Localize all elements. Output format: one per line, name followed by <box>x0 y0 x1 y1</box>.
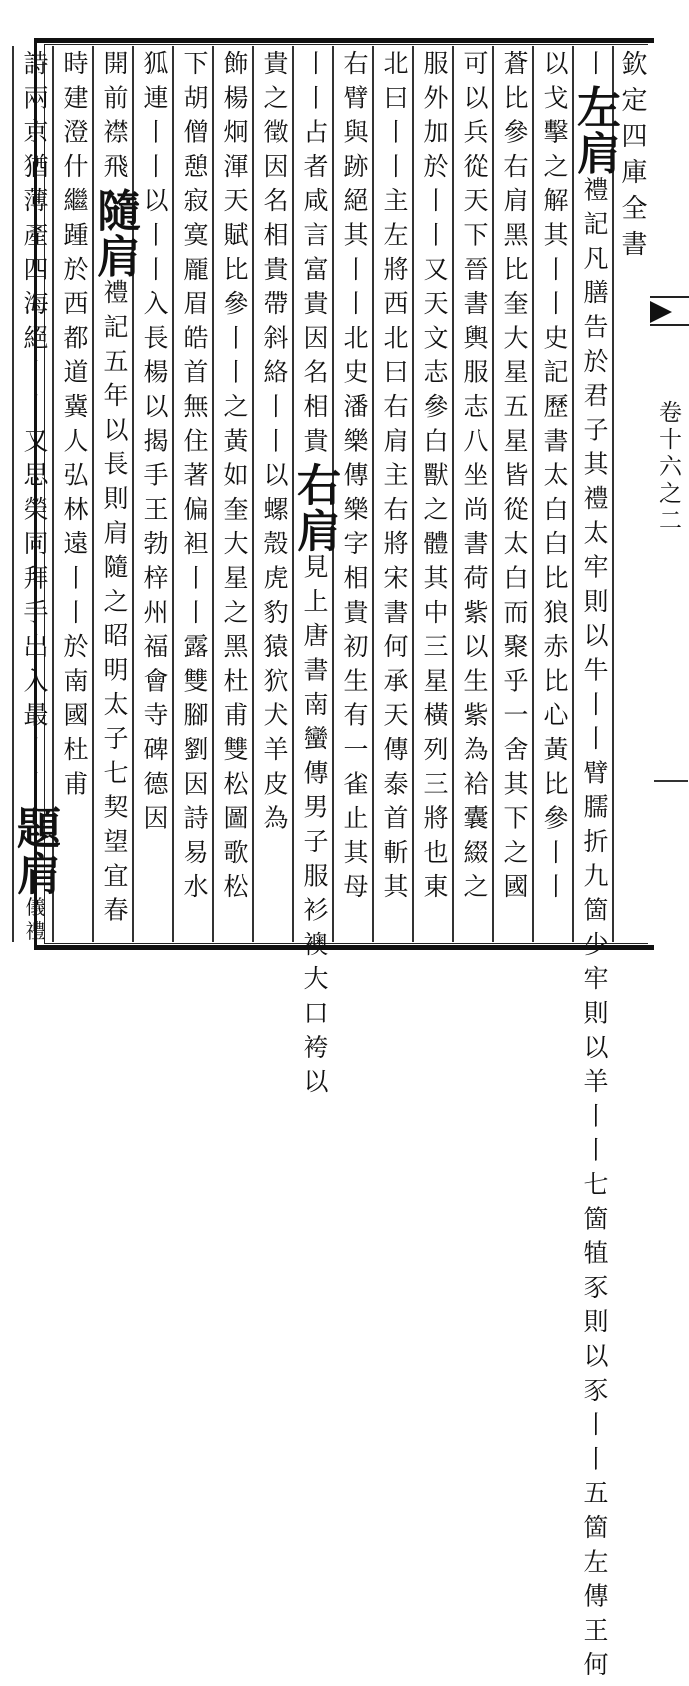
text-column <box>9 50 60 945</box>
column-text: 以丨丨入長楊以揭手王勃梓州福會寺碑德因 <box>140 187 169 839</box>
entry-heading: 右肩 <box>289 461 340 554</box>
column-text: 開前襟飛 <box>100 50 129 188</box>
column-text: 詩兩京猶薄產四海絕丨丨又思榮同拜手出入最丨丨 <box>20 50 49 805</box>
column-text: 蒼比參右肩黑比奎大星五星皆從太白而聚乎一舍其下之國 <box>500 50 529 908</box>
fishtail-mark-icon <box>650 296 689 326</box>
column-text: 以戈擊之解其丨丨史記歷書太白白比狼赤比心黃比參丨丨 <box>540 50 569 908</box>
column-text: 禮記五年以長則肩隨之昭明太子七契望宜春 <box>100 279 129 931</box>
text-column <box>334 50 374 935</box>
entry-heading: 題肩 <box>9 804 60 897</box>
column-text: 丨丨占者咸言富貴因名相貴 <box>300 50 329 462</box>
text-column <box>569 50 620 1686</box>
column-text: 見上唐書南蠻傳男子服衫襖大口袴以 <box>300 553 329 1103</box>
volume-label: 卷十六之二 <box>655 400 681 535</box>
column-text: 右臂與跡絕其丨丨北史潘樂傳樂字相貴初生有一雀止其母 <box>340 50 369 908</box>
column-text: 可以兵從天下晉書輿服志八坐尚書荷紫以生紫為袷囊綴之 <box>460 50 489 908</box>
text-column <box>134 50 174 935</box>
text-column <box>534 50 574 935</box>
text-column <box>174 50 214 935</box>
running-title: 欽定四庫全書 <box>617 50 647 266</box>
column-text: 飾楊炯渾天賦比參丨丨之黃如奎大星之黑杜甫雙松圖歌松 <box>220 50 249 908</box>
text-column <box>289 50 340 1103</box>
column-text: 北曰丨丨主左將西北曰右肩主右將宋書何承天傳泰首斬其 <box>380 50 409 908</box>
column-text: 丨 <box>580 50 609 85</box>
text-column <box>494 50 534 935</box>
text-column <box>414 50 454 935</box>
margin-divider <box>654 780 688 782</box>
column-text: 帶斜絡丨丨以螺殼虎豹猿狖犬羊皮為 <box>260 290 289 839</box>
text-column <box>454 50 494 935</box>
entry-heading: 隨肩 <box>89 187 140 280</box>
column-text: 狐連丨丨 <box>140 50 169 188</box>
column-text: 服外加於丨丨又天文志參白獸之體其中三星橫列三將也東 <box>420 50 449 908</box>
column-text: 貴之徵因名相貴 <box>260 50 289 291</box>
text-column <box>54 50 94 935</box>
entry-heading: 左肩 <box>569 84 620 177</box>
column-text: 禮記凡膳告於君子其禮太牢則以牛丨丨臂臑折九箇少牢則以羊丨丨七箇犆豕則以豕丨丨五箇左傳王何 <box>580 176 609 1686</box>
text-column <box>254 50 294 935</box>
text-column <box>374 50 414 935</box>
text-column <box>214 50 254 935</box>
column-text: 下胡僧憩寂寞龎眉皓首無住著偏袒丨丨露雙腳劉因詩易水 <box>180 50 209 908</box>
column-text: 儀禮 <box>22 896 46 945</box>
column-text: 時建澄什繼踵於西都道冀人弘林遠丨丨於南國杜甫 <box>60 50 89 805</box>
text-column <box>89 50 140 935</box>
